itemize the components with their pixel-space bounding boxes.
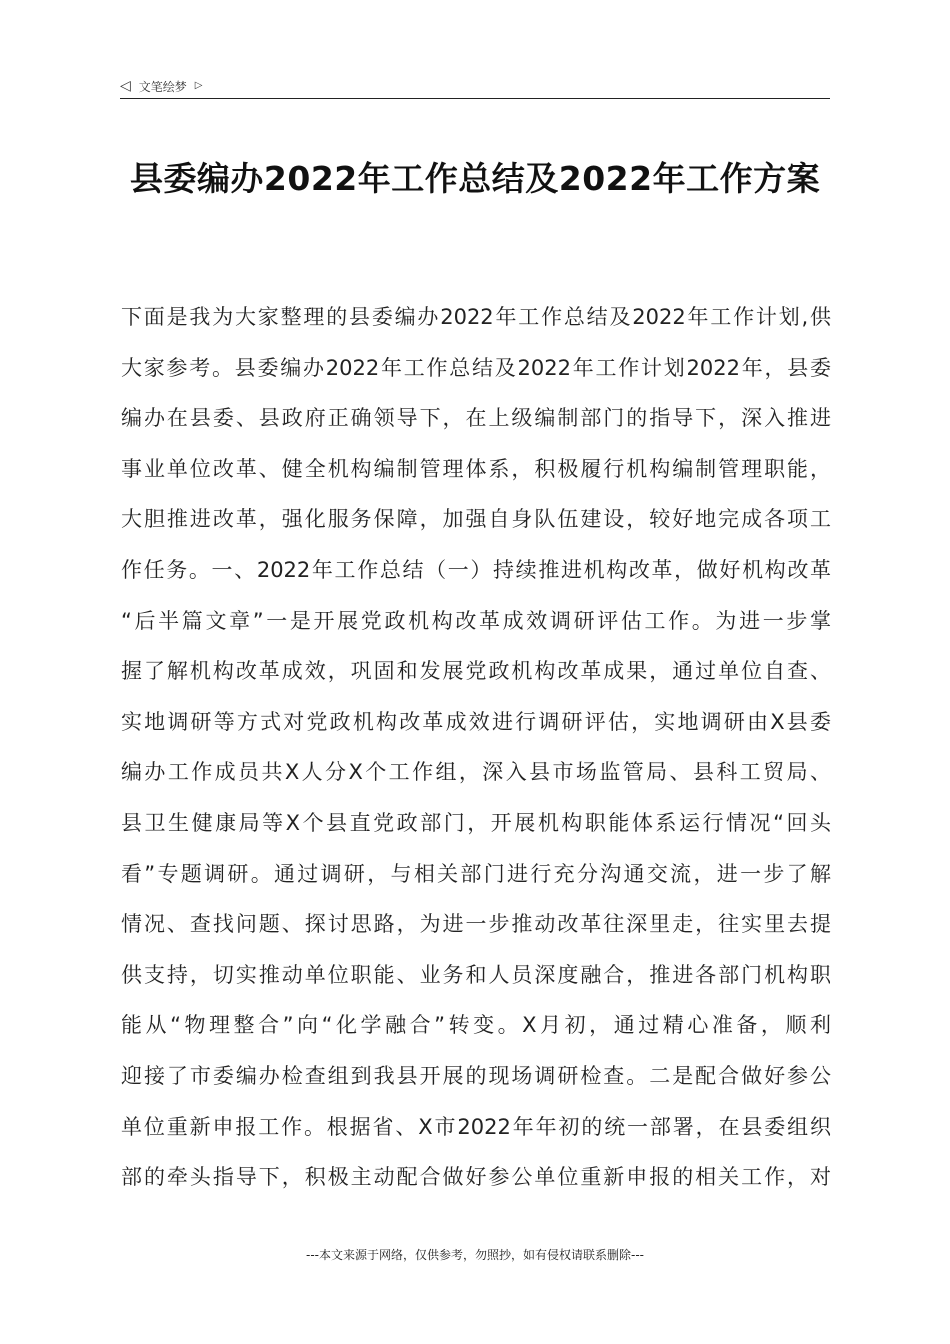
body-line: 县卫生健康局等X个县直党政部门，开展机构职能体系运行情况“回头 bbox=[121, 810, 831, 835]
document-title: 县委编办2022年工作总结及2022年工作方案 bbox=[129, 159, 821, 198]
page-header bbox=[120, 74, 830, 99]
header-label: 文笔绘梦 bbox=[138, 79, 187, 94]
body-line: 看”专题调研。通过调研，与相关部门进行充分沟通交流，进一步了解 bbox=[121, 861, 831, 886]
body-line: 编办工作成员共X人分X个工作组，深入县市场监管局、县科工贸局、 bbox=[121, 760, 831, 785]
triangle-right-icon: ▷ bbox=[194, 80, 203, 91]
body-line: 情况、查找问题、探讨思路，为进一步推动改革往深里走，往实里去提 bbox=[121, 912, 831, 937]
body-line: 部的牵头指导下，积极主动配合做好参公单位重新申报的相关工作，对 bbox=[121, 1165, 831, 1190]
body-line: 迎接了市委编办检查组到我县开展的现场调研检查。二是配合做好参公 bbox=[121, 1063, 831, 1088]
document-body bbox=[121, 292, 831, 1203]
body-line: 大胆推进改革，强化服务保障，加强自身队伍建设，较好地完成各项工 bbox=[121, 507, 831, 532]
body-line: “后半篇文章”一是开展党政机构改革成效调研评估工作。为进一步掌 bbox=[121, 608, 831, 633]
body-line: 单位重新申报工作。根据省、X市2022年年初的统一部署，在县委组织 bbox=[121, 1114, 831, 1139]
body-line: 实地调研等方式对党政机构改革成效进行调研评估，实地调研由X县委 bbox=[121, 709, 831, 734]
body-line: 编办在县委、县政府正确领导下，在上级编制部门的指导下，深入推进 bbox=[121, 406, 831, 431]
page-footer: ---本文来源于网络，仅供参考，勿照抄，如有侵权请联系删除--- bbox=[306, 1248, 644, 1262]
triangle-left-icon: ◁ bbox=[120, 78, 131, 94]
body-line: 大家参考。县委编办2022年工作总结及2022年工作计划2022年，县委 bbox=[121, 355, 831, 380]
body-line: 事业单位改革、健全机构编制管理体系，积极履行机构编制管理职能， bbox=[121, 456, 831, 481]
body-line: 握了解机构改革成效，巩固和发展党政机构改革成果，通过单位自查、 bbox=[121, 659, 831, 684]
body-line: 供支持，切实推动单位职能、业务和人员深度融合，推进各部门机构职 bbox=[121, 962, 831, 987]
body-line: 能从“物理整合”向“化学融合”转变。X月初，通过精心准备，顺利 bbox=[121, 1013, 831, 1038]
body-line: 作任务。一、2022年工作总结（一）持续推进机构改革，做好机构改革 bbox=[121, 557, 831, 582]
body-line: 下面是我为大家整理的县委编办2022年工作总结及2022年工作计划,供 bbox=[121, 305, 831, 329]
